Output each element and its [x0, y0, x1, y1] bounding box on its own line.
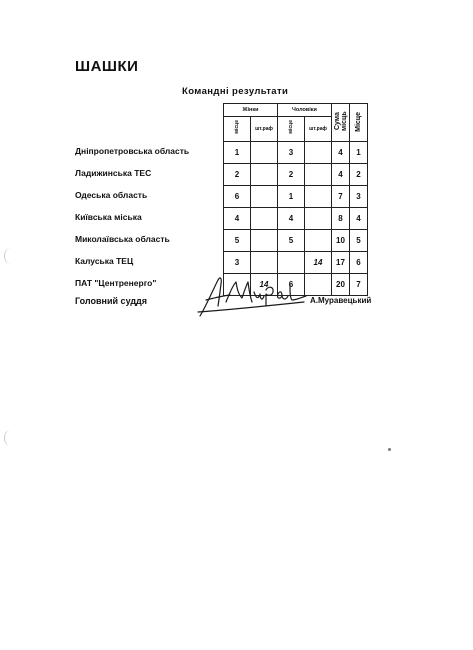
men-penalty [305, 230, 332, 252]
rank-value: 5 [350, 230, 368, 252]
rank-header-label: Місце [355, 111, 362, 132]
men-penalty: 14 [305, 252, 332, 274]
women-place-header [224, 117, 251, 142]
men-place: 6 [278, 274, 305, 296]
team-name: Київська міська [75, 212, 142, 222]
group-header-row [224, 104, 368, 117]
team-name: ПАТ "Центренерго" [75, 278, 157, 288]
women-place: 3 [224, 252, 251, 274]
team-name: Одеська область [75, 190, 148, 200]
men-penalty-header: шт.раф [305, 117, 332, 142]
men-penalty [305, 164, 332, 186]
sum-header [332, 104, 350, 142]
men-header: Чоловіки [278, 104, 332, 117]
sum-value: 20 [332, 274, 350, 296]
women-penalty [251, 142, 278, 164]
women-place: 6 [224, 186, 251, 208]
men-place: 2 [278, 164, 305, 186]
document-subtitle: Командні результати [182, 86, 289, 97]
binder-hole-bottom [4, 430, 17, 446]
team-name: Ладижинська ТЕС [75, 168, 152, 178]
women-place: 1 [224, 142, 251, 164]
sum-header-label: Сума місць [333, 111, 348, 132]
team-list [75, 140, 189, 294]
table-row [224, 142, 368, 164]
women-place-label: місце [233, 119, 240, 134]
rank-value: 7 [350, 274, 368, 296]
women-place: 5 [224, 230, 251, 252]
chief-judge-label: Головний суддя [75, 296, 148, 306]
rank-value: 3 [350, 186, 368, 208]
women-penalty [251, 164, 278, 186]
table-row [224, 186, 368, 208]
table-row [224, 164, 368, 186]
sum-value: 7 [332, 186, 350, 208]
table-row [224, 208, 368, 230]
women-penalty-header: шт.раф [251, 117, 278, 142]
men-place: 1 [278, 186, 305, 208]
sum-value: 10 [332, 230, 350, 252]
team-name: Миколаївська область [75, 234, 170, 244]
document-title: ШАШКИ [75, 58, 139, 75]
rank-value: 6 [350, 252, 368, 274]
women-penalty [251, 230, 278, 252]
rank-value: 4 [350, 208, 368, 230]
sum-value: 17 [332, 252, 350, 274]
sum-value: 8 [332, 208, 350, 230]
women-penalty [251, 208, 278, 230]
scan-speck [388, 448, 391, 451]
rank-header [350, 104, 368, 142]
men-place-label: місце [287, 119, 294, 134]
women-place: 2 [224, 164, 251, 186]
results-table [223, 103, 368, 296]
women-penalty: 14 [251, 274, 278, 296]
men-place: 3 [278, 142, 305, 164]
sum-value: 4 [332, 164, 350, 186]
team-name: Калуська ТЕЦ [75, 256, 134, 266]
men-place-header [278, 117, 305, 142]
binder-hole-top [4, 248, 17, 264]
men-penalty [305, 208, 332, 230]
team-name: Дніпропетровська область [75, 146, 190, 156]
women-penalty [251, 186, 278, 208]
judge-signature [196, 272, 308, 318]
women-header: Жінки [224, 104, 278, 117]
men-penalty [305, 186, 332, 208]
men-penalty [305, 142, 332, 164]
men-place: 5 [278, 230, 305, 252]
men-place [278, 252, 305, 274]
table-row [224, 230, 368, 252]
men-penalty [305, 274, 332, 296]
rank-value: 1 [350, 142, 368, 164]
chief-judge-name: А.Муравецький [310, 296, 372, 305]
rank-value: 2 [350, 164, 368, 186]
men-place: 4 [278, 208, 305, 230]
women-penalty [251, 252, 278, 274]
women-place: 4 [224, 208, 251, 230]
sum-value: 4 [332, 142, 350, 164]
table-row [224, 252, 368, 274]
